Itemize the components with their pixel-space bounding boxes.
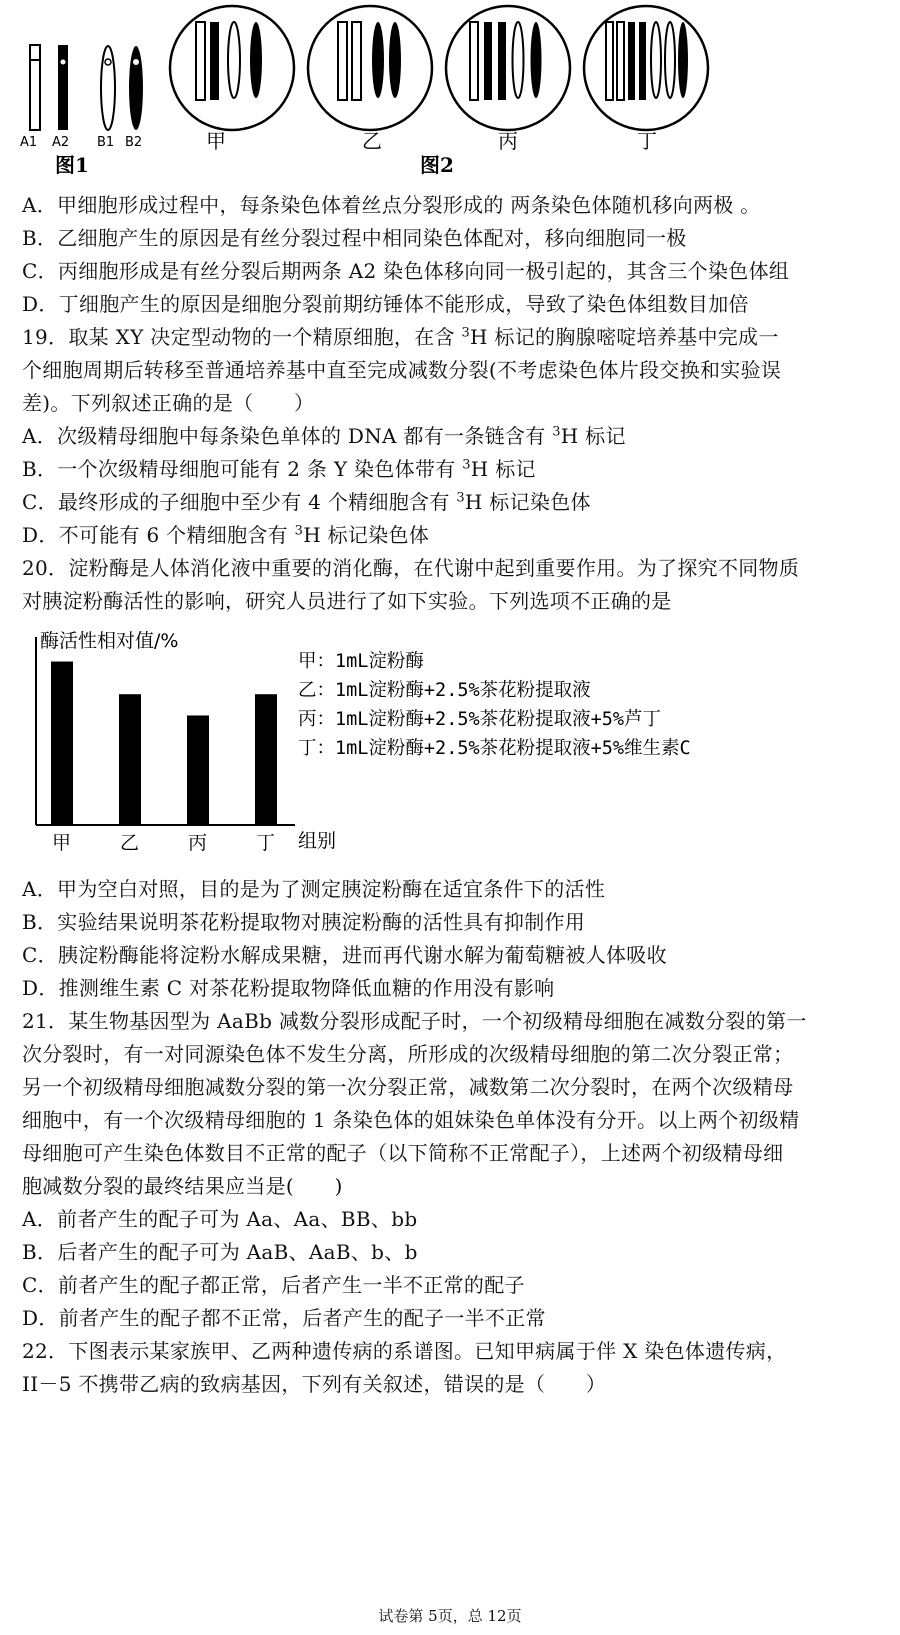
chromosome-b2 [129, 46, 143, 130]
q21-option-a: A．前者产生的配子可为 Aa、Aa、BB、bb [22, 1207, 418, 1231]
page-footer: 试卷第 5页，总 12页 [378, 1607, 522, 1625]
label-bing: 丙 [498, 129, 518, 153]
cell-jia [170, 6, 294, 130]
q21-stem-line6: 胞减数分裂的最终结果应当是( ) [22, 1174, 343, 1198]
x-tick-label: 甲 [52, 832, 72, 854]
label-yi: 乙 [362, 129, 382, 153]
q22-stem-line1: 22．下图表示某家族甲、乙两种遗传病的系谱图。已知甲病属于伴 X 染色体遗传病， [22, 1339, 787, 1363]
x-axis-label: 组别 [298, 830, 337, 852]
bar-2 [187, 715, 209, 825]
legend-entry: 丙：1mL淀粉酶+2.5%茶花粉提取液+5%芦丁 [298, 709, 662, 730]
legend-entry: 丁：1mL淀粉酶+2.5%茶花粉提取液+5%维生素C [298, 738, 691, 759]
q19-stem-line1: 19．取某 XY 决定型动物的一个精原细胞，在含 $^3$H 标记的胸腺嘧啶培养基中完成一 [22, 325, 779, 349]
q21-stem-line4: 细胞中，有一个次级精母细胞的 1 条染色体的姐妹染色单体没有分开。以上两个初级精 [22, 1108, 800, 1132]
q21-stem-line1: 21．某生物基因型为 AaBb 减数分裂形成配子时，一个初级精母细胞在减数分裂的第一 [22, 1009, 807, 1033]
cell-ding [584, 6, 708, 130]
q19-option-b: B．一个次级精母细胞可能有 2 条 Y 染色体带有 $^3$H 标记 [22, 457, 536, 481]
label-a1: A1 [20, 135, 38, 150]
enzyme-activity-chart [0, 625, 900, 895]
q20-option-a: A．甲为空白对照，目的是为了测定胰淀粉酶在适宜条件下的活性 [22, 877, 606, 901]
q21-option-d: D．前者产生的配子都不正常，后者产生的配子一半不正常 [22, 1306, 546, 1330]
q21-option-c: C．前者产生的配子都正常，后者产生一半不正常的配子 [22, 1273, 525, 1297]
q20-stem-line2: 对胰淀粉酶活性的影响，研究人员进行了如下实验。下列选项不正确的是 [22, 589, 672, 613]
x-tick-label: 丁 [256, 832, 276, 854]
chromosome-a1 [30, 45, 40, 130]
fig1-chromosomes [30, 45, 143, 130]
q18-option-c: C．丙细胞形成是有丝分裂后期两条 A2 染色体移向同一极引起的，其含三个染色体组 [22, 259, 790, 283]
cell-yi [308, 6, 432, 130]
label-b2: B2 [125, 135, 143, 150]
label-a2: A2 [52, 135, 70, 150]
q18-option-d: D．丁细胞产生的原因是细胞分裂前期纺锤体不能形成，导致了染色体组数目加倍 [22, 292, 749, 316]
fig1-caption: 图1 [55, 153, 89, 177]
label-b1: B1 [97, 135, 115, 150]
q18-option-b: B．乙细胞产生的原因是有丝分裂过程中相同染色体配对，移向细胞同一极 [22, 226, 687, 250]
q21-stem-line5: 母细胞可产生染色体数目不正常的配子（以下简称不正常配子），上述两个初级精母细 [22, 1141, 784, 1165]
legend-entry: 乙：1mL淀粉酶+2.5%茶花粉提取液 [298, 680, 591, 701]
q20-option-b: B．实验结果说明茶花粉提取物对胰淀粉酶的活性具有抑制作用 [22, 910, 586, 934]
chromosome-a2 [58, 45, 68, 130]
q19-stem-line2: 个细胞周期后转移至普通培养基中直至完成减数分裂(不考虑染色体片段交换和实验误 [22, 358, 782, 382]
q19-option-a: A．次级精母细胞中每条染色单体的 DNA 都有一条链含有 $^3$H 标记 [22, 424, 626, 448]
x-tick-label: 丙 [188, 832, 208, 854]
bar-0 [51, 662, 73, 825]
q21-stem-line3: 另一个初级精母细胞减数分裂的第一次分裂正常，减数第二次分裂时，在两个次级精母 [22, 1075, 794, 1099]
legend-entry: 甲：1mL淀粉酶 [298, 651, 424, 672]
q18-option-a: A．甲细胞形成过程中，每条染色体着丝点分裂形成的 两条染色体随机移向两极 。 [22, 193, 761, 217]
fig2-caption: 图2 [420, 153, 454, 177]
x-tick-label: 乙 [120, 832, 140, 854]
chromosome-figure [0, 0, 900, 190]
bar-3 [255, 694, 277, 825]
q21-option-b: B．后者产生的配子可为 AaB、AaB、b、b [22, 1240, 418, 1264]
q19-stem-line3: 差)。下列叙述正确的是（ ） [22, 391, 315, 415]
q22-stem-line2: II－5 不携带乙病的致病基因，下列有关叙述，错误的是（ ） [22, 1372, 607, 1396]
q21-stem-line2: 次分裂时，有一对同源染色体不发生分离，所形成的次级精母细胞的第二次分裂正常； [22, 1042, 794, 1066]
y-axis-label: 酶活性相对值/% [40, 630, 179, 652]
q19-option-c: C．最终形成的子细胞中至少有 4 个精细胞含有 $^3$H 标记染色体 [22, 490, 591, 514]
label-ding: 丁 [637, 129, 657, 153]
q19-option-d: D．不可能有 6 个精细胞含有 $^3$H 标记染色体 [22, 523, 430, 547]
cell-bing [446, 6, 570, 130]
bar-1 [119, 694, 141, 825]
q20-option-d: D．推测维生素 C 对茶花粉提取物降低血糖的作用没有影响 [22, 976, 555, 1000]
q20-option-c: C．胰淀粉酶能将淀粉水解成果糖，进而再代谢水解为葡萄糖被人体吸收 [22, 943, 667, 967]
label-jia: 甲 [206, 129, 226, 153]
q20-stem-line1: 20．淀粉酶是人体消化液中重要的消化酶，在代谢中起到重要作用。为了探究不同物质 [22, 556, 800, 580]
